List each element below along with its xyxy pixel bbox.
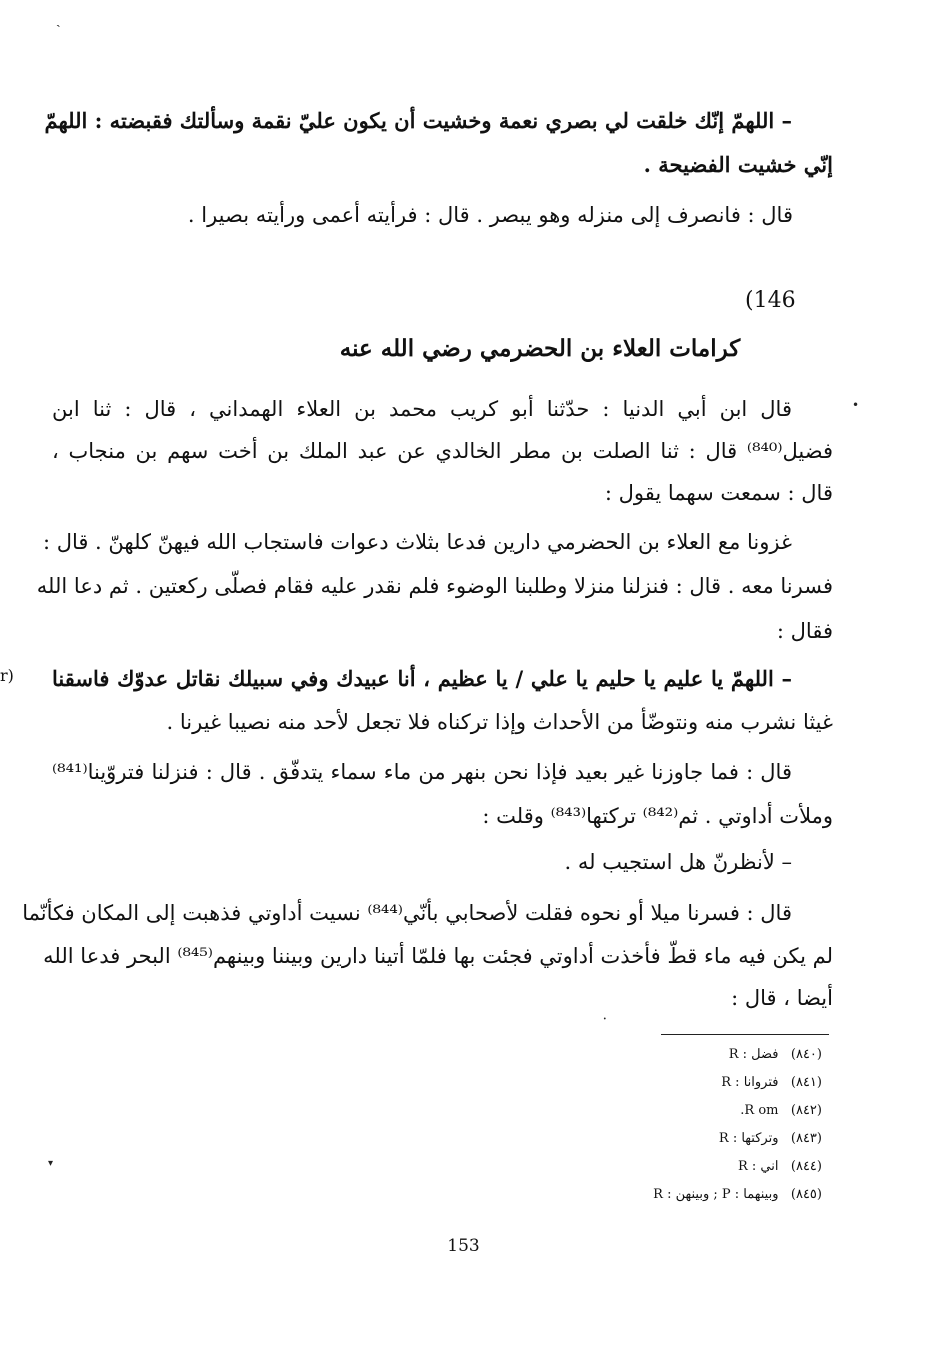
footnote-item — [740, 1102, 822, 1120]
footnote-number: (٨٤٥) — [790, 1187, 822, 1202]
small-dot: • — [603, 1016, 607, 1023]
text-line: – اللهمّ يا عليم يا حليم يا علي / يا عظيم ، أنا عبيدك وفي سبيلك نقاتل عدوّك فاسقنا — [52, 666, 792, 691]
section-heading: كرامات العلاء بن الحضرمي رضي الله عنه — [339, 335, 741, 362]
footnote-text: R om. — [740, 1103, 779, 1118]
text-line: وملأت أداوتي . ثم⁽⁸⁴²⁾ تركتها⁽⁸⁴³⁾ وقلت : — [482, 804, 833, 828]
text-line: فسرنا معه . قال : فنزلنا منزلا وطلبنا الوضوء فلم نقدر عليه فقام فصلّى ركعتين . ثم دعا الله — [36, 574, 833, 598]
text-line: أيضا ، قال : — [731, 986, 833, 1010]
text-line: لم يكن فيه ماء قطّ فأخذت أداوتي فجئت بها فلمّا أتينا دارين وبيننا وبينهم⁽⁸⁴⁵⁾ البحر فدعا الله — [43, 944, 833, 968]
footnote-text: فتروانا : R — [721, 1075, 779, 1090]
footnote-number: (٨٤٤) — [790, 1159, 822, 1174]
bottom-mark: ▾ — [48, 1158, 54, 1169]
footnote-text: وبينهما : P ; وبينهن : R — [653, 1187, 779, 1202]
footnote-number: (٨٤١) — [790, 1075, 822, 1090]
text-line: غيثا نشرب منه ونتوضّأ من الأحداث وإذا تركناه فلا تجعل لأحد منه نصيبا غيرنا . — [166, 710, 833, 734]
text-line: فضيل⁽⁸⁴⁰⁾ قال : ثنا الصلت بن مطر الخالدي عن عبد الملك بن أخت سهم بن منجاب ، — [52, 439, 833, 463]
footnote-number: (٨٤٢) — [790, 1103, 822, 1118]
text-line: – لأنظرنّ هل استجيب له . — [564, 850, 792, 874]
side-mark: r) — [0, 666, 14, 685]
bullet-mark: • — [852, 398, 860, 412]
text-line: قال : فسرنا ميلا أو نحوه فقلت لأصحابي بأنّي⁽⁸⁴⁴⁾ نسيت أداوتي فذهبت إلى المكان فكأنّما — [22, 901, 792, 925]
footnote-text: اني : R — [737, 1159, 779, 1174]
footnote-item — [729, 1046, 822, 1064]
footnote-item — [719, 1130, 822, 1148]
top-mark: ˎ — [56, 12, 61, 28]
text-line: غزونا مع العلاء بن الحضرمي دارين فدعا بثلاث دعوات فاستجاب الله فيهنّ كلهنّ . قال : — [42, 530, 792, 554]
footnote-rule — [661, 1034, 829, 1035]
footnote-item — [653, 1186, 822, 1204]
text-line: قال : سمعت سهما يقول : — [604, 481, 833, 505]
footnote-number: (٨٤٣) — [790, 1131, 822, 1146]
footnote-number: (٨٤٠) — [790, 1047, 822, 1062]
footnote-text: فضل : R — [728, 1047, 779, 1062]
text-line: قال : فانصرف إلى منزله وهو يبصر . قال : فرأيته أعمى ورأيته بصيرا . — [187, 203, 793, 227]
page-number: 153 — [447, 1236, 480, 1256]
text-line: إنّي خشيت الفضيحة . — [643, 152, 833, 177]
text-line: قال : فما جاوزنا غير بعيد فإذا نحن بنهر من ماء سماء يتدفّق . قال : فنزلنا فتروّينا⁽⁸⁴¹⁾ — [52, 760, 792, 784]
section-number: (146 — [745, 288, 796, 313]
footnote-item — [721, 1074, 822, 1092]
text-line: – اللهمّ إنّك خلقت لي بصري نعمة وخشيت أن يكون عليّ نقمة وسألتك فقبضته : اللهمّ — [44, 108, 792, 133]
footnote-text: وتركتها : R — [718, 1131, 779, 1146]
text-line: قال ابن أبي الدنيا : حدّثنا أبو كريب محمد بن العلاء الهمداني ، قال : ثنا ابن — [52, 397, 792, 421]
footnote-item — [738, 1158, 822, 1176]
text-line: فقال : — [776, 619, 833, 643]
